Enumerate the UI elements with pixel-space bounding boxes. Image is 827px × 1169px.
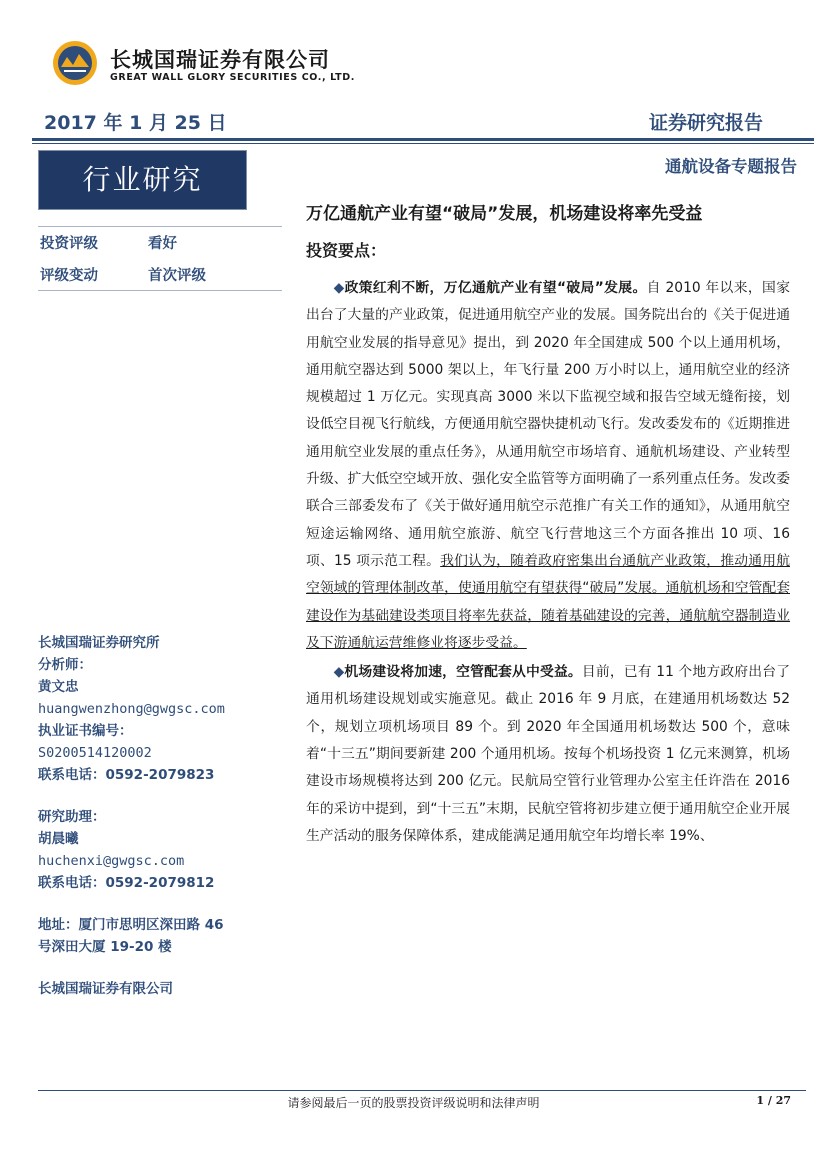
rating-change-value: 首次评级 (148, 268, 206, 284)
paragraph-policy (306, 275, 790, 657)
paragraph-policy-conclusion: 我们认为，随着政府密集出台通航产业政策，推动通用航空领域的管理体制改革，使通用航空有望获得“破局”发展。通航机场和空管配套建设作为基础建设类项目将率先获益，随着基础建设的完善，通航航空器制造业及下游通航运营维修业将逐步受益。 (306, 552, 791, 651)
sub-report-title: 通航设备专题报告 (665, 157, 797, 176)
rating-divider-bottom (38, 290, 282, 291)
report-date: 2017 年 1 月 25 日 (44, 112, 227, 134)
rating-divider-top (38, 226, 282, 227)
report-title: 万亿通航产业有望“破局”发展，机场建设将率先受益 (306, 204, 703, 224)
cert-label: 执业证书编号： (38, 723, 133, 739)
company-footer-name: 长城国瑞证券有限公司 (38, 981, 173, 997)
paragraph-airport-text: 目前，已有 11 个地方政府出台了通用机场建设规划或实施意见。截止 2016 年 9 月底，在建通用机场数达 52 个，规划立项机场项目 89 个。到 2020 年全国通用机场数达 500 个，意味着“十三五”期间要新建 200 个通用机场。按每个机场投资 1 亿元来测算，机场建设市场规模将达到 200 亿元。民航局空管行业管理办公室主任许浩在 2016 年的采访中提到，到“十三五”末期，民航空管将初步建立便于通用航空企业开展生产活动的服务保障体系，建成能满足通用航空年均增长率 19%、 (306, 664, 791, 844)
assistant-email[interactable]: huchenxi@gwgsc.com (38, 853, 185, 869)
paragraph-policy-heading: 政策红利不断，万亿通航产业有望“破局”发展。 (344, 280, 647, 296)
research-institute: 长城国瑞证券研究所 (38, 635, 160, 651)
footer-divider (38, 1090, 806, 1091)
page-number: 1 / 27 (756, 1094, 791, 1107)
report-type: 证券研究报告 (648, 112, 763, 134)
assistant-label: 研究助理： (38, 809, 106, 825)
footer-disclaimer: 请参阅最后一页的股票投资评级说明和法律声明 (287, 1096, 540, 1110)
rating-change-label: 评级变动 (40, 268, 98, 284)
diamond-bullet-icon: ◆ (333, 664, 345, 681)
rating-label: 投资评级 (40, 236, 98, 252)
header-divider (32, 138, 814, 141)
category-box (38, 150, 247, 210)
paragraph-airport-heading: 机场建设将加速，空管配套从中受益。 (344, 664, 582, 681)
paragraph-policy-text: 自 2010 年以来，国家出台了大量的产业政策，促进通用航空产业的发展。国务院出台的《关于促进通用航空业发展的指导意见》提出，到 2020 年全国建成 500 个以上通用机场，通用航空器达到 5000 架以上，年飞行量 200 万小时以上，通用航空业的经济规模超过 1 万亿元。实现真高 3000 米以下监视空域和报告空域无缝衔接，划设低空目视飞行航线，方便通用航空器快捷机动飞行。发改委发布的《近期推进通用航空业发展的重点任务》，从通用航空市场培育、通航机场建设、产业转型升级、扩大低空空域开放、强化安全监管等方面明确了一系列重点任务。发改委联合三部委发布了《关于做好通用航空示范推广有关工作的通知》，从通用航空短途运输网络、通用航空旅游、航空飞行营地这三个方面各推出 10 项、16 项、15 项示范工程。 (306, 280, 790, 569)
company-name-en: GREAT WALL GLORY SECURITIES CO., LTD. (110, 72, 355, 83)
report-body (306, 275, 790, 850)
cert-number: S0200514120002 (38, 745, 152, 761)
analyst-name: 黄文忠 (38, 679, 79, 695)
header-divider-thin (32, 143, 814, 144)
diamond-bullet-icon: ◆ (333, 280, 345, 296)
assistant-name: 胡晨曦 (38, 831, 79, 847)
analyst-email[interactable]: huangwenzhong@gwgsc.com (38, 701, 225, 717)
address-line-2: 号深田大厦 19-20 楼 (38, 939, 172, 955)
analyst-label: 分析师： (38, 657, 92, 673)
section-heading: 投资要点： (306, 241, 387, 260)
assistant-phone: 联系电话：0592-2079812 (38, 875, 215, 891)
analyst-phone: 联系电话：0592-2079823 (38, 767, 215, 783)
company-logo (52, 40, 98, 86)
rating-value: 看好 (148, 236, 177, 252)
paragraph-airport (306, 659, 790, 850)
company-name-cn: 长城国瑞证券有限公司 (110, 48, 330, 72)
address-line-1: 地址：厦门市思明区深田路 46 (38, 917, 224, 933)
category-label: 行业研究 (82, 163, 203, 196)
